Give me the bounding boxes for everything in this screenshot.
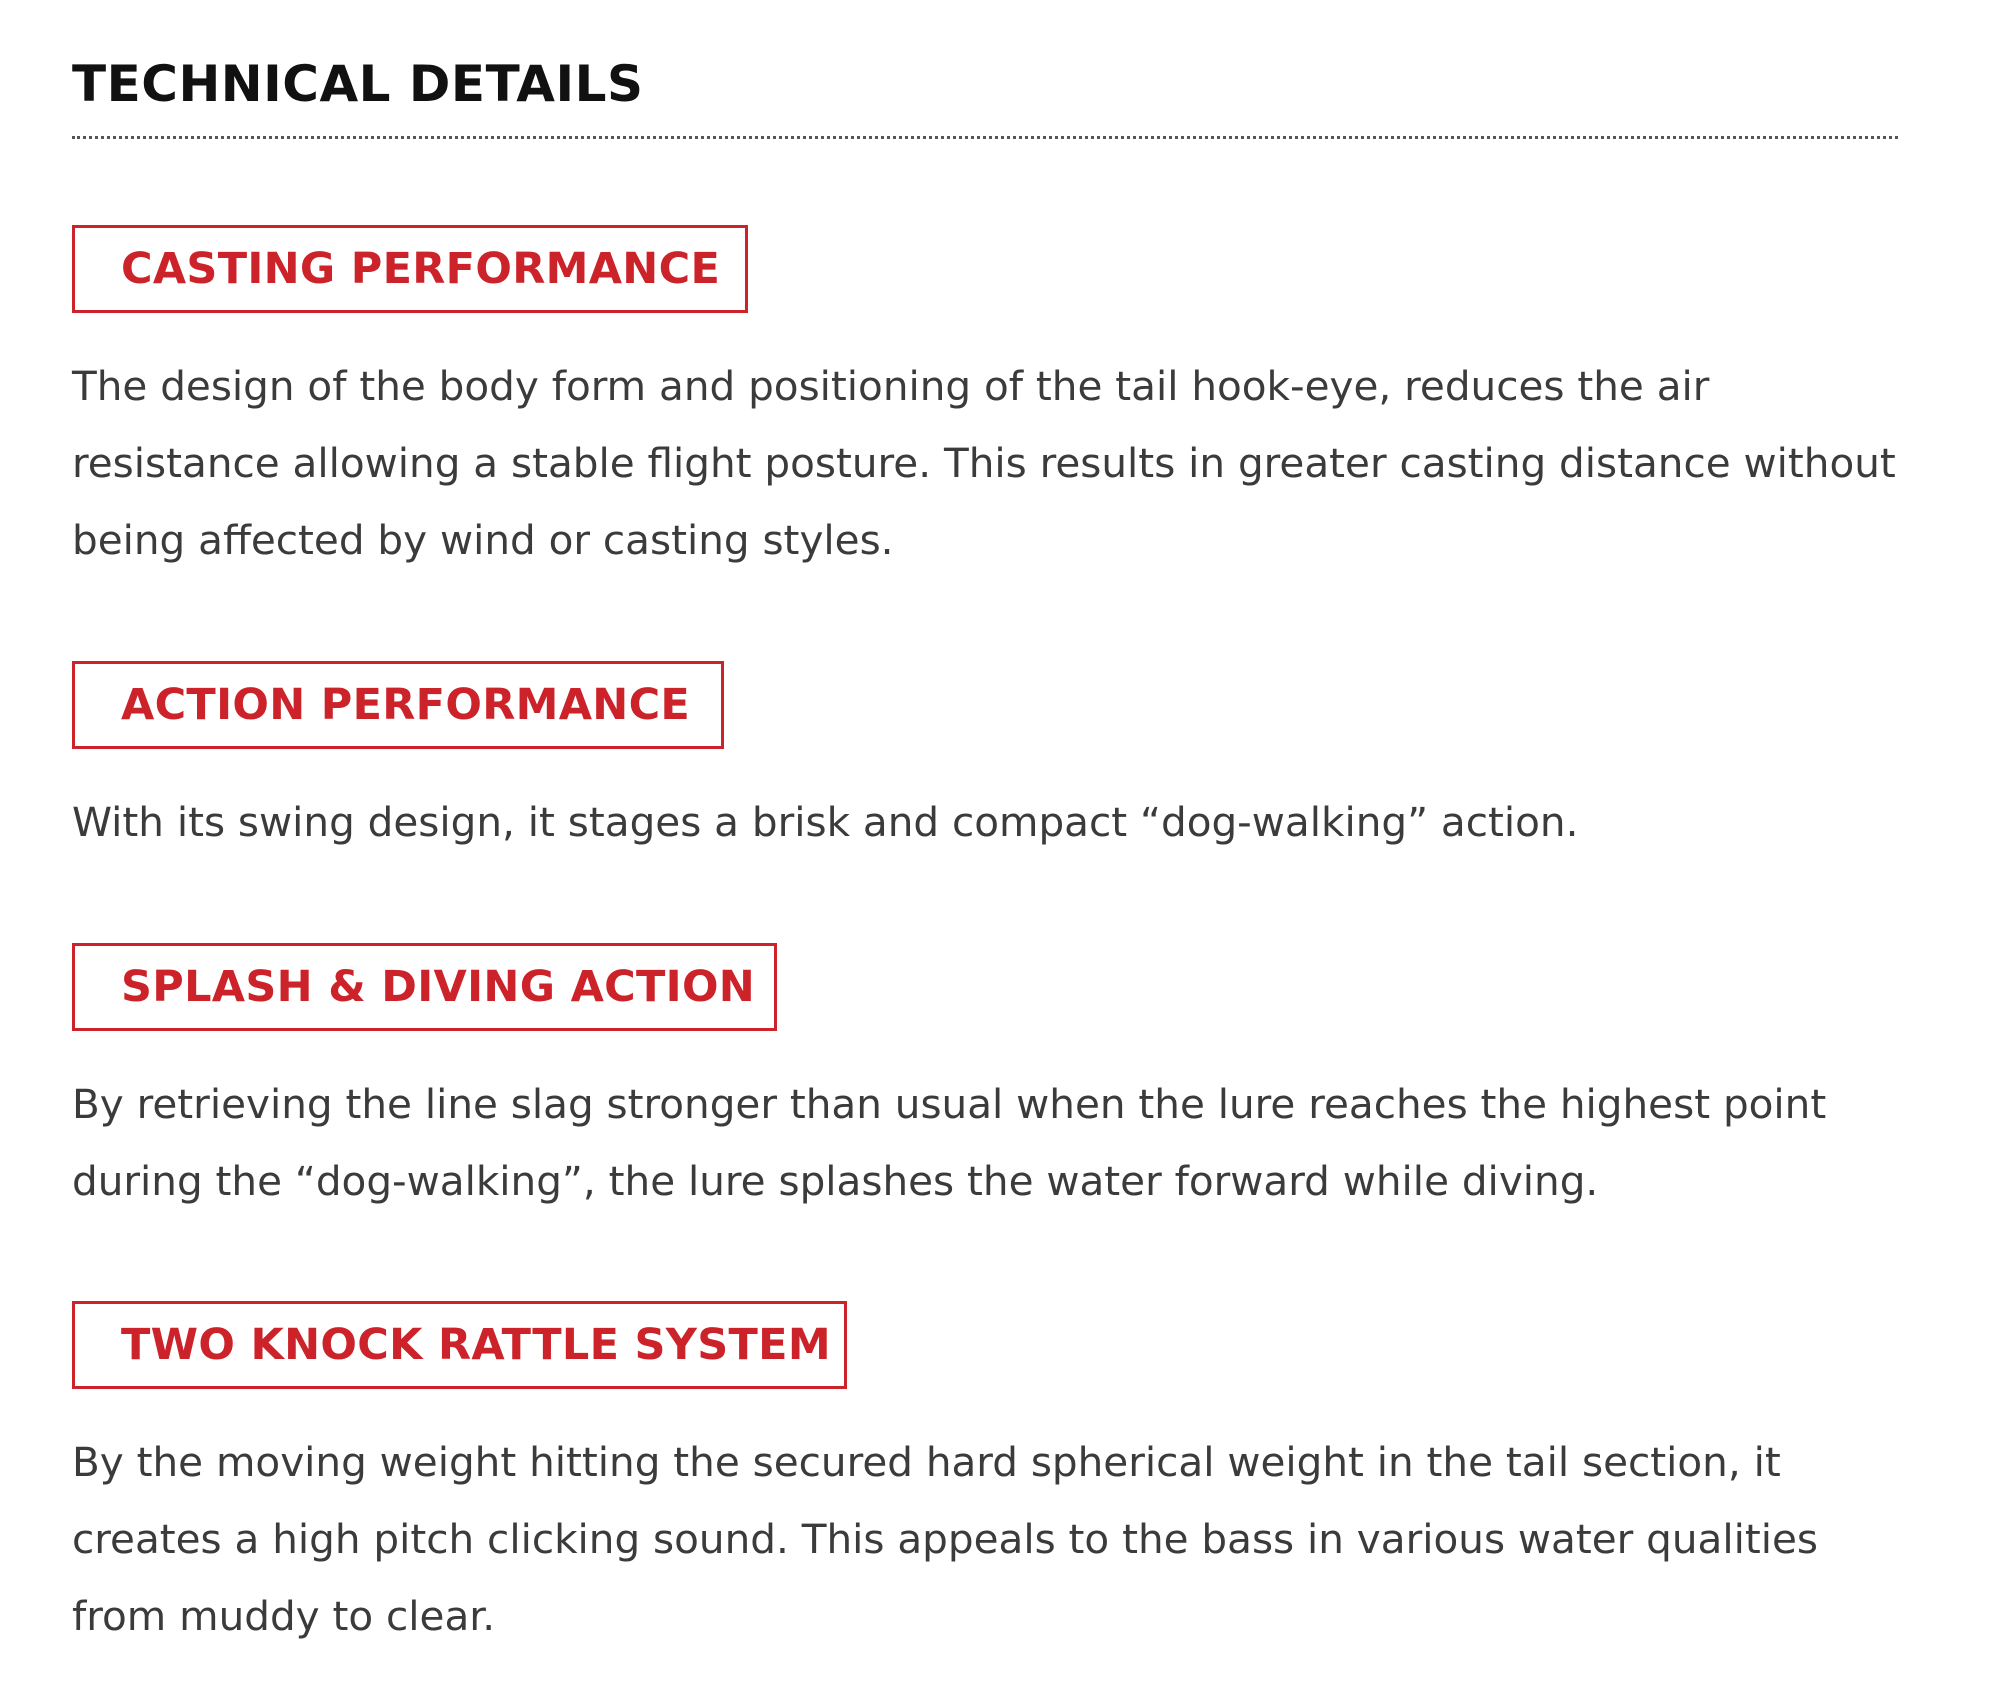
section-body-action-performance: With its swing design, it stages a brisk and compact “dog-walking” action.	[72, 798, 1579, 846]
section-heading-splash-diving-action: SPLASH & DIVING ACTION	[72, 943, 777, 1031]
section-heading-action-performance: ACTION PERFORMANCE	[72, 661, 724, 749]
section-heading-casting-performance: CASTING PERFORMANCE	[72, 225, 748, 313]
section-body-splash-diving-action: By retrieving the line slag stronger than usual when the lure reaches the highest point during the “dog-walking”, the lure splashes the water forward while diving.	[72, 1080, 1827, 1205]
title-divider	[72, 136, 1898, 139]
section-body-casting-performance: The design of the body form and positioning of the tail hook-eye, reduces the air resistance allowing a stable flight posture. This results in greater casting distance without being affected by wind or casting styles.	[72, 362, 1896, 564]
section-heading-two-knock-rattle-system: TWO KNOCK RATTLE SYSTEM	[72, 1301, 847, 1389]
page-title: TECHNICAL DETAILS	[72, 55, 644, 113]
section-body-two-knock-rattle-system: By the moving weight hitting the secured hard spherical weight in the tail section, it creates a high pitch clicking sound. This appeals to the bass in various water qualities from muddy to clear.	[72, 1438, 1819, 1640]
